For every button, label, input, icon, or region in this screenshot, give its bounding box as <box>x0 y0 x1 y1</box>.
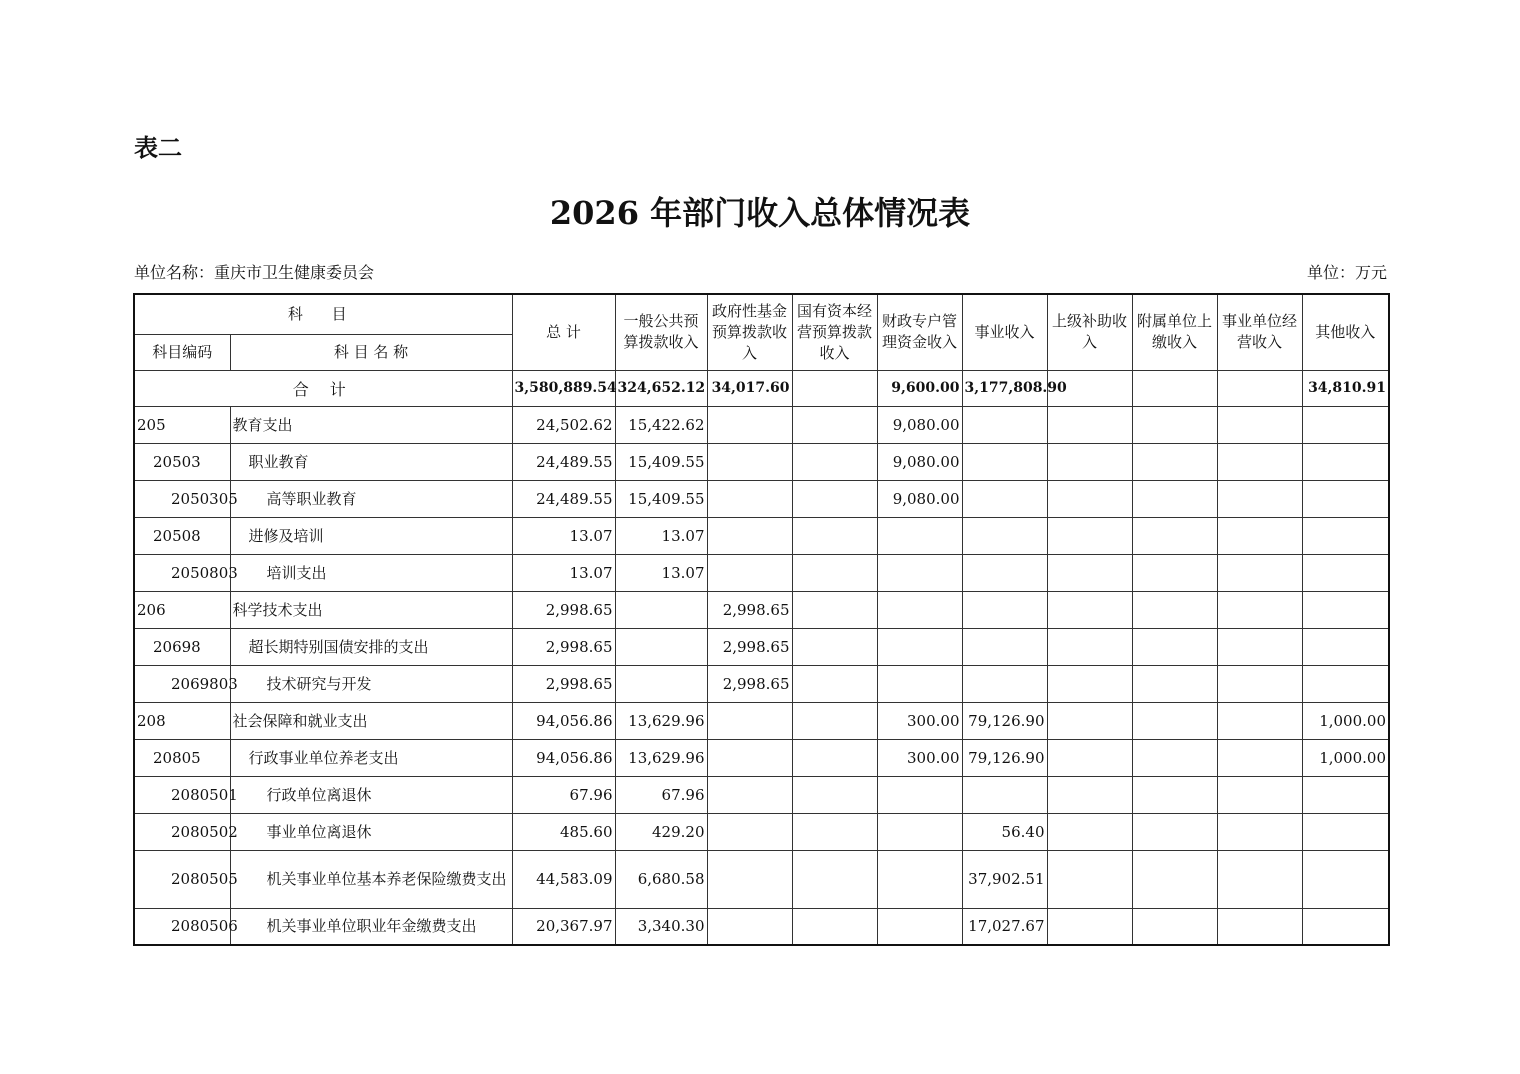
amount-cell <box>1132 628 1217 665</box>
amount-cell <box>1132 406 1217 443</box>
amount-cell: 1,000.00 <box>1302 702 1389 739</box>
total-cell <box>792 370 877 406</box>
amount-cell <box>1132 776 1217 813</box>
subject-name: 机关事业单位职业年金缴费支出 <box>230 908 512 945</box>
amount-cell <box>962 628 1047 665</box>
affiliated-header: 附属单位上缴收入 <box>1132 294 1217 370</box>
amount-cell <box>1132 517 1217 554</box>
amount-cell: 2,998.65 <box>512 628 615 665</box>
amount-cell <box>615 591 707 628</box>
amount-cell <box>707 739 792 776</box>
amount-cell <box>792 443 877 480</box>
amount-cell <box>1047 554 1132 591</box>
operating-header: 事业单位经营收入 <box>1217 294 1302 370</box>
amount-cell: 15,409.55 <box>615 480 707 517</box>
amount-cell: 6,680.58 <box>615 850 707 908</box>
subject-code: 208 <box>134 702 230 739</box>
amount-cell <box>1302 554 1389 591</box>
amount-cell <box>1302 480 1389 517</box>
amount-cell: 24,489.55 <box>512 480 615 517</box>
amount-cell <box>1047 665 1132 702</box>
amount-cell <box>1217 517 1302 554</box>
subject-name: 行政单位离退休 <box>230 776 512 813</box>
amount-cell <box>707 850 792 908</box>
subject-name: 进修及培训 <box>230 517 512 554</box>
amount-cell <box>792 628 877 665</box>
amount-cell <box>877 776 962 813</box>
amount-cell <box>1132 480 1217 517</box>
subject-code: 2050803 <box>134 554 230 591</box>
amount-cell: 300.00 <box>877 739 962 776</box>
business-income-header: 事业收入 <box>962 294 1047 370</box>
table-row <box>134 702 1389 739</box>
amount-cell <box>707 443 792 480</box>
amount-cell <box>1047 702 1132 739</box>
subject-code: 20503 <box>134 443 230 480</box>
amount-cell <box>792 702 877 739</box>
table-row <box>134 554 1389 591</box>
income-table <box>133 293 1390 946</box>
amount-cell: 485.60 <box>512 813 615 850</box>
other-income-header: 其他收入 <box>1302 294 1389 370</box>
amount-cell: 67.96 <box>512 776 615 813</box>
amount-cell <box>792 908 877 945</box>
code-header: 科目编码 <box>134 334 230 370</box>
amount-cell <box>1217 554 1302 591</box>
subject-name: 机关事业单位基本养老保险缴费支出 <box>230 850 512 908</box>
amount-cell <box>877 908 962 945</box>
amount-cell <box>1217 702 1302 739</box>
amount-cell <box>1217 406 1302 443</box>
amount-cell <box>1047 739 1132 776</box>
amount-cell <box>1132 554 1217 591</box>
amount-cell <box>792 554 877 591</box>
subject-code: 20805 <box>134 739 230 776</box>
total-cell: 3,580,889.54 <box>512 370 615 406</box>
amount-cell: 13,629.96 <box>615 739 707 776</box>
subject-code: 2080502 <box>134 813 230 850</box>
table-label: 表二 <box>134 134 182 162</box>
total-cell: 9,600.00 <box>877 370 962 406</box>
amount-cell <box>1217 443 1302 480</box>
state-capital-header: 国有资本经营预算拨款收入 <box>792 294 877 370</box>
amount-cell <box>1302 406 1389 443</box>
amount-cell <box>1302 628 1389 665</box>
amount-cell <box>1047 480 1132 517</box>
amount-cell: 429.20 <box>615 813 707 850</box>
amount-cell <box>877 628 962 665</box>
amount-cell <box>615 628 707 665</box>
subject-name: 职业教育 <box>230 443 512 480</box>
subject-code: 206 <box>134 591 230 628</box>
amount-cell <box>1132 850 1217 908</box>
amount-cell <box>1132 591 1217 628</box>
subject-name: 技术研究与开发 <box>230 665 512 702</box>
unit-name: 单位名称：重庆市卫生健康委员会 <box>134 263 375 282</box>
amount-cell: 79,126.90 <box>962 739 1047 776</box>
amount-cell <box>877 591 962 628</box>
subject-code: 20508 <box>134 517 230 554</box>
amount-cell <box>1217 776 1302 813</box>
amount-cell: 13,629.96 <box>615 702 707 739</box>
total-cell <box>1132 370 1217 406</box>
amount-cell: 9,080.00 <box>877 480 962 517</box>
amount-cell <box>1047 517 1132 554</box>
amount-cell: 2,998.65 <box>707 591 792 628</box>
subject-name: 培训支出 <box>230 554 512 591</box>
unit-label: 单位：万元 <box>1306 263 1387 282</box>
amount-cell: 24,489.55 <box>512 443 615 480</box>
table-row <box>134 813 1389 850</box>
amount-cell <box>707 406 792 443</box>
gov-fund-header: 政府性基金预算拨款收入 <box>707 294 792 370</box>
amount-cell: 300.00 <box>877 702 962 739</box>
amount-cell <box>707 908 792 945</box>
amount-cell <box>1217 628 1302 665</box>
subject-name: 行政事业单位养老支出 <box>230 739 512 776</box>
table-row <box>134 591 1389 628</box>
subject-code: 2080501 <box>134 776 230 813</box>
amount-cell <box>1132 702 1217 739</box>
subject-header: 科 目 <box>134 294 512 334</box>
amount-cell <box>1302 850 1389 908</box>
subject-name: 教育支出 <box>230 406 512 443</box>
amount-cell <box>962 517 1047 554</box>
amount-cell <box>1047 908 1132 945</box>
amount-cell: 2,998.65 <box>707 665 792 702</box>
subject-name: 高等职业教育 <box>230 480 512 517</box>
amount-cell: 24,502.62 <box>512 406 615 443</box>
amount-cell <box>707 776 792 813</box>
amount-cell <box>792 591 877 628</box>
amount-cell <box>1302 591 1389 628</box>
total-row <box>134 370 1389 406</box>
amount-cell <box>792 739 877 776</box>
total-cell: 34,017.60 <box>707 370 792 406</box>
table-row <box>134 665 1389 702</box>
amount-cell: 56.40 <box>962 813 1047 850</box>
amount-cell <box>962 480 1047 517</box>
amount-cell <box>1047 813 1132 850</box>
amount-cell <box>962 591 1047 628</box>
amount-cell <box>962 443 1047 480</box>
amount-cell <box>707 480 792 517</box>
table-row <box>134 443 1389 480</box>
amount-cell <box>1132 443 1217 480</box>
total-label: 合 计 <box>134 370 512 406</box>
amount-cell <box>877 554 962 591</box>
amount-cell: 9,080.00 <box>877 443 962 480</box>
amount-cell: 2,998.65 <box>707 628 792 665</box>
amount-cell <box>1217 813 1302 850</box>
name-header: 科 目 名 称 <box>230 334 512 370</box>
amount-cell <box>792 813 877 850</box>
amount-cell <box>615 665 707 702</box>
amount-cell <box>707 813 792 850</box>
amount-cell <box>1047 591 1132 628</box>
amount-cell <box>962 554 1047 591</box>
amount-cell <box>1217 665 1302 702</box>
table-row <box>134 628 1389 665</box>
table-row <box>134 850 1389 908</box>
amount-cell: 13.07 <box>615 554 707 591</box>
amount-cell <box>1302 908 1389 945</box>
total-cell <box>1217 370 1302 406</box>
amount-cell <box>707 554 792 591</box>
amount-cell <box>707 702 792 739</box>
amount-cell: 2,998.65 <box>512 591 615 628</box>
total-cell: 34,810.91 <box>1302 370 1389 406</box>
amount-cell <box>1217 908 1302 945</box>
total-cell: 3,177,808.90 <box>962 370 1047 406</box>
subject-name: 科学技术支出 <box>230 591 512 628</box>
page-title: 2026 年部门收入总体情况表 <box>549 194 971 232</box>
amount-cell <box>1047 406 1132 443</box>
amount-cell: 2,998.65 <box>512 665 615 702</box>
amount-cell: 15,409.55 <box>615 443 707 480</box>
subject-name: 超长期特别国债安排的支出 <box>230 628 512 665</box>
subject-code: 2080506 <box>134 908 230 945</box>
amount-cell: 94,056.86 <box>512 702 615 739</box>
amount-cell <box>792 480 877 517</box>
amount-cell <box>877 665 962 702</box>
amount-cell <box>1132 665 1217 702</box>
amount-cell <box>1302 776 1389 813</box>
amount-cell: 1,000.00 <box>1302 739 1389 776</box>
total-cell: 324,652.12 <box>615 370 707 406</box>
table-row <box>134 739 1389 776</box>
subject-code: 2080505 <box>134 850 230 908</box>
amount-cell: 79,126.90 <box>962 702 1047 739</box>
amount-cell: 44,583.09 <box>512 850 615 908</box>
amount-cell: 3,340.30 <box>615 908 707 945</box>
amount-cell <box>1302 443 1389 480</box>
table-row <box>134 908 1389 945</box>
amount-cell <box>1217 480 1302 517</box>
amount-cell <box>1132 813 1217 850</box>
subject-code: 2069803 <box>134 665 230 702</box>
amount-cell <box>1047 850 1132 908</box>
amount-cell: 13.07 <box>615 517 707 554</box>
table-row <box>134 406 1389 443</box>
amount-cell <box>1302 813 1389 850</box>
amount-cell: 94,056.86 <box>512 739 615 776</box>
amount-cell: 13.07 <box>512 517 615 554</box>
amount-cell: 67.96 <box>615 776 707 813</box>
amount-cell: 15,422.62 <box>615 406 707 443</box>
table-row <box>134 776 1389 813</box>
amount-cell <box>1217 850 1302 908</box>
amount-cell <box>1132 739 1217 776</box>
amount-cell <box>792 850 877 908</box>
total-header: 总 计 <box>512 294 615 370</box>
amount-cell <box>792 406 877 443</box>
amount-cell <box>792 665 877 702</box>
amount-cell <box>1047 776 1132 813</box>
amount-cell <box>1217 591 1302 628</box>
amount-cell: 13.07 <box>512 554 615 591</box>
subject-name: 事业单位离退休 <box>230 813 512 850</box>
amount-cell <box>1047 443 1132 480</box>
amount-cell: 37,902.51 <box>962 850 1047 908</box>
subject-code: 205 <box>134 406 230 443</box>
amount-cell: 9,080.00 <box>877 406 962 443</box>
amount-cell <box>962 406 1047 443</box>
amount-cell: 17,027.67 <box>962 908 1047 945</box>
amount-cell: 20,367.97 <box>512 908 615 945</box>
amount-cell <box>792 776 877 813</box>
amount-cell <box>877 850 962 908</box>
amount-cell <box>1217 739 1302 776</box>
table-row <box>134 480 1389 517</box>
amount-cell <box>1132 908 1217 945</box>
amount-cell <box>877 517 962 554</box>
amount-cell <box>962 665 1047 702</box>
amount-cell <box>707 517 792 554</box>
amount-cell <box>792 517 877 554</box>
amount-cell <box>877 813 962 850</box>
subject-code: 20698 <box>134 628 230 665</box>
amount-cell <box>1047 628 1132 665</box>
general-budget-header: 一般公共预算拨款收入 <box>615 294 707 370</box>
subject-name: 社会保障和就业支出 <box>230 702 512 739</box>
superior-subsidy-header: 上级补助收入 <box>1047 294 1132 370</box>
amount-cell <box>1302 665 1389 702</box>
amount-cell <box>1302 517 1389 554</box>
amount-cell <box>962 776 1047 813</box>
table-row <box>134 517 1389 554</box>
special-fund-header: 财政专户管理资金收入 <box>877 294 962 370</box>
subject-code: 2050305 <box>134 480 230 517</box>
